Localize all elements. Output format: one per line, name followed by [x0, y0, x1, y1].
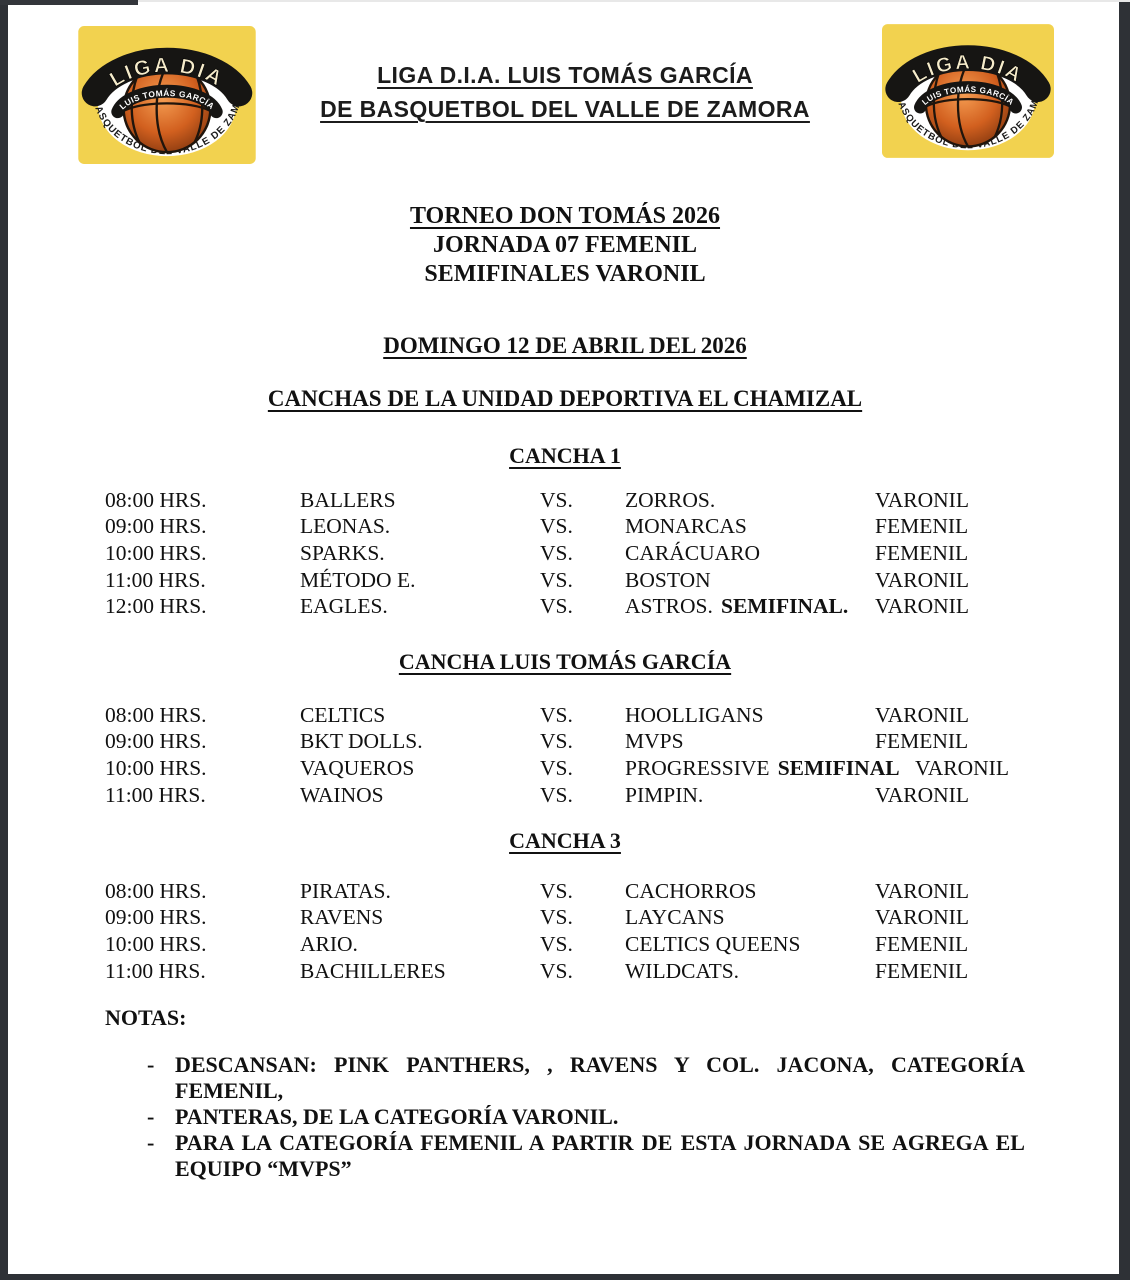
category: VARONIL	[875, 487, 969, 512]
category: VARONIL	[875, 567, 969, 592]
note-line: EQUIPO “MVPS”	[175, 1156, 352, 1181]
team-a: BKT DOLLS.	[300, 729, 423, 754]
vs-label: VS.	[540, 594, 573, 619]
match-time: 08:00 HRS.	[105, 487, 207, 512]
note-item	[147, 1052, 1025, 1104]
vs-label: VS.	[540, 958, 573, 983]
match-time: 10:00 HRS.	[105, 540, 207, 565]
schedule-row	[105, 514, 1025, 541]
tournament-subtitle2: SEMIFINALES VARONIL	[424, 261, 706, 287]
league-title-line1: LIGA D.I.A. LUIS TOMÁS GARCÍA	[377, 62, 753, 88]
schedule-row	[105, 958, 1025, 985]
team-b: BOSTON	[625, 567, 711, 592]
team-b: MVPS	[625, 729, 684, 754]
viewer-left-edge	[0, 0, 8, 1280]
team-b: CACHORROS	[625, 878, 757, 903]
viewer-top-corner	[0, 0, 138, 5]
schedule-row	[105, 729, 1025, 756]
match-time: 08:00 HRS.	[105, 878, 207, 903]
team-a: LEONAS.	[300, 514, 391, 539]
bullet-dash: -	[147, 1104, 155, 1129]
vs-label: VS.	[540, 782, 573, 807]
vs-label: VS.	[540, 487, 573, 512]
notes-heading: NOTAS:	[105, 1005, 187, 1030]
category: VARONIL	[875, 878, 969, 903]
court-3-schedule	[105, 878, 1025, 984]
vs-label: VS.	[540, 702, 573, 727]
team-b: CARÁCUARO	[625, 540, 760, 565]
team-b: CELTICS QUEENS	[625, 931, 801, 956]
schedule-row	[105, 931, 1025, 958]
team-b: ZORROS.	[625, 487, 716, 512]
bullet-dash: -	[147, 1130, 155, 1155]
team-b: ASTROS.	[625, 594, 713, 619]
vs-label: VS.	[540, 755, 573, 780]
note-line: PANTERAS, DE LA CATEGORÍA VARONIL.	[175, 1104, 619, 1129]
category: VARONIL	[875, 905, 969, 930]
match-time: 11:00 HRS.	[105, 958, 206, 983]
match-time: 08:00 HRS.	[105, 702, 207, 727]
category: FEMENIL	[875, 958, 969, 983]
vs-label: VS.	[540, 729, 573, 754]
schedule-row	[105, 540, 1025, 567]
match-time: 11:00 HRS.	[105, 567, 206, 592]
court-3-heading: CANCHA 3	[509, 828, 621, 853]
court-ltg-schedule	[105, 702, 1025, 808]
team-b: WILDCATS.	[625, 958, 740, 983]
viewer-bottom-edge	[0, 1274, 1130, 1280]
court-1-heading: CANCHA 1	[509, 443, 621, 468]
category: FEMENIL	[875, 514, 969, 539]
team-b: PROGRESSIVE	[625, 755, 770, 780]
team-b: MONARCAS	[625, 514, 747, 539]
schedule-row	[105, 593, 1025, 620]
category: FEMENIL	[875, 931, 969, 956]
vs-label: VS.	[540, 540, 573, 565]
team-a: PIRATAS.	[300, 878, 391, 903]
event-date: DOMINGO 12 DE ABRIL DEL 2026	[383, 333, 747, 358]
schedule-row	[105, 487, 1025, 514]
team-a: ARIO.	[300, 931, 358, 956]
schedule-row	[105, 702, 1025, 729]
bullet-dash: -	[147, 1052, 155, 1077]
league-title	[0, 58, 1130, 126]
match-time: 09:00 HRS.	[105, 514, 207, 539]
match-note: SEMIFINAL.	[720, 594, 849, 619]
team-a: CELTICS	[300, 702, 386, 727]
category: VARONIL	[915, 755, 1009, 780]
schedule-row	[105, 755, 1025, 782]
team-a: WAINOS	[300, 782, 384, 807]
team-b: LAYCANS	[625, 905, 725, 930]
court-ltg-heading: CANCHA LUIS TOMÁS GARCÍA	[398, 649, 732, 674]
match-time: 10:00 HRS.	[105, 755, 207, 780]
category: FEMENIL	[875, 540, 969, 565]
court-1-schedule	[105, 487, 1025, 620]
note-item	[147, 1104, 1025, 1130]
vs-label: VS.	[540, 931, 573, 956]
event-venue: CANCHAS DE LA UNIDAD DEPORTIVA EL CHAMIZAL	[267, 386, 863, 411]
match-time: 12:00 HRS.	[105, 594, 207, 619]
team-a: VAQUEROS	[300, 755, 415, 780]
team-a: SPARKS.	[300, 540, 385, 565]
team-a: BALLERS	[300, 487, 396, 512]
category: VARONIL	[875, 594, 969, 619]
league-title-line2: DE BASQUETBOL DEL VALLE DE ZAMORA	[320, 96, 810, 122]
schedule-row	[105, 782, 1025, 809]
team-b: HOOLLIGANS	[625, 702, 764, 727]
note-line: DESCANSAN: PINK PANTHERS, , RAVENS Y COL. JACONA, CATEGORÍA	[175, 1052, 1025, 1077]
schedule-row	[105, 878, 1025, 905]
team-a: MÉTODO E.	[300, 567, 416, 592]
category: VARONIL	[875, 702, 969, 727]
team-a: BACHILLERES	[300, 958, 446, 983]
note-item	[147, 1130, 1025, 1182]
viewer-top-edge	[0, 0, 1130, 2]
match-time: 11:00 HRS.	[105, 782, 206, 807]
category: VARONIL	[875, 782, 969, 807]
vs-label: VS.	[540, 567, 573, 592]
match-time: 09:00 HRS.	[105, 729, 207, 754]
team-b: PIMPIN.	[625, 782, 704, 807]
vs-label: VS.	[540, 878, 573, 903]
vs-label: VS.	[540, 514, 573, 539]
category: FEMENIL	[875, 729, 969, 754]
team-a: EAGLES.	[300, 594, 388, 619]
tournament-title: TORNEO DON TOMÁS 2026	[409, 203, 721, 229]
note-line: PARA LA CATEGORÍA FEMENIL A PARTIR DE ESTA JORNADA SE AGREGA EL	[175, 1130, 1025, 1155]
team-a: RAVENS	[300, 905, 384, 930]
tournament-block	[0, 202, 1130, 289]
schedule-row	[105, 905, 1025, 932]
vs-label: VS.	[540, 905, 573, 930]
tournament-subtitle1: JORNADA 07 FEMENIL	[432, 232, 697, 258]
viewer-right-edge	[1119, 0, 1130, 1280]
schedule-row	[105, 567, 1025, 594]
match-note: SEMIFINAL	[777, 755, 900, 780]
match-time: 09:00 HRS.	[105, 905, 207, 930]
notes-list	[147, 1052, 1025, 1182]
note-line: FEMENIL,	[175, 1078, 284, 1103]
match-time: 10:00 HRS.	[105, 931, 207, 956]
